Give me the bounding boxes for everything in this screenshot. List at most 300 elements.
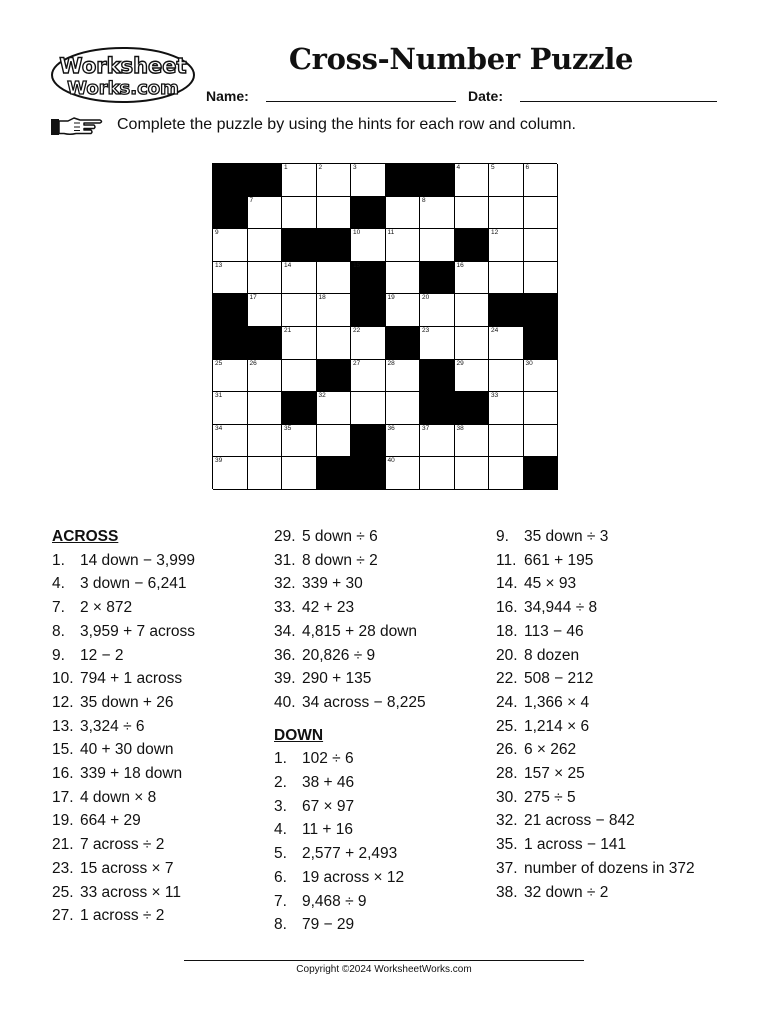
clue: [274, 572, 484, 596]
grid-cell[interactable]: [248, 197, 283, 230]
clue-number: 18.: [496, 622, 518, 640]
grid-cell-black: [213, 294, 248, 327]
grid-cell[interactable]: [282, 360, 317, 393]
clue-text: 12 − 2: [80, 646, 124, 664]
clue-text: 661 + 195: [524, 551, 594, 569]
clue-number: 1.: [52, 551, 65, 569]
grid-cell[interactable]: [317, 197, 352, 230]
grid-cell[interactable]: [213, 262, 248, 295]
date-field[interactable]: [520, 101, 717, 102]
clue: [496, 644, 726, 668]
clue-text: 15 across × 7: [80, 859, 174, 877]
clue: [274, 795, 484, 819]
worksheetworks-logo: [50, 46, 196, 104]
clue-number: 6.: [274, 868, 287, 886]
grid-cell[interactable]: [386, 457, 421, 490]
clue-number: 8.: [274, 916, 287, 934]
clue-text: 1,214 × 6: [524, 717, 590, 735]
grid-cell[interactable]: [420, 197, 455, 230]
grid-cell[interactable]: [317, 164, 352, 197]
clue-number: 37.: [496, 859, 518, 877]
copyright: Copyright ©2024 WorksheetWorks.com: [296, 964, 472, 975]
clue: [52, 715, 262, 739]
grid-cell-black: [351, 262, 386, 295]
clue-text: 38 + 46: [302, 774, 355, 792]
cell-number: 21: [284, 326, 292, 334]
clue-number: 7.: [52, 599, 65, 617]
grid-cell[interactable]: [455, 294, 490, 327]
clue: [52, 572, 262, 596]
grid-cell[interactable]: [282, 294, 317, 327]
name-label: Name:: [206, 88, 249, 104]
clue-number: 23.: [52, 859, 74, 877]
cell-number: 29: [456, 359, 464, 367]
grid-cell[interactable]: [489, 392, 524, 425]
clue-number: 3.: [274, 797, 287, 815]
cell-number: 34: [215, 424, 223, 432]
clue: [274, 747, 484, 771]
cell-number: 33: [491, 392, 499, 400]
grid-cell[interactable]: [317, 262, 352, 295]
grid-cell[interactable]: [351, 229, 386, 262]
clue-text: 1 across ÷ 2: [80, 907, 165, 925]
grid-cell-black: [248, 327, 283, 360]
grid-cell[interactable]: [524, 262, 559, 295]
grid-cell-black: [420, 262, 455, 295]
clue: [52, 786, 262, 810]
cell-number: 20: [422, 294, 430, 302]
cell-number: 13: [215, 261, 223, 269]
grid-cell-black: [386, 164, 421, 197]
clue-text: 275 ÷ 5: [524, 788, 576, 806]
cell-number: 19: [387, 294, 395, 302]
cell-number: 23: [422, 326, 430, 334]
grid-cell-black: [524, 327, 559, 360]
clue-text: 2 × 872: [80, 599, 133, 617]
cell-number: 32: [318, 392, 326, 400]
clue: [274, 596, 484, 620]
clue-number: 10.: [52, 670, 74, 688]
clue: [52, 857, 262, 881]
grid-cell-black: [213, 327, 248, 360]
grid-cell[interactable]: [489, 425, 524, 458]
clue-number: 26.: [496, 741, 518, 759]
grid-cell[interactable]: [386, 425, 421, 458]
clue-number: 17.: [52, 788, 74, 806]
clue-number: 7.: [274, 892, 287, 910]
clue-number: 20.: [496, 646, 518, 664]
clue-number: 38.: [496, 883, 518, 901]
clue: [496, 762, 726, 786]
grid-cell[interactable]: [420, 327, 455, 360]
clue-text: 113 − 46: [524, 622, 584, 640]
clue-text: 794 + 1 across: [80, 670, 183, 688]
grid-cell[interactable]: [213, 392, 248, 425]
logo-line-2: Works.com: [67, 78, 179, 99]
clue-number: 15.: [52, 741, 74, 759]
grid-cell[interactable]: [317, 392, 352, 425]
cell-number: 36: [387, 424, 395, 432]
clue: [496, 833, 726, 857]
clue: [496, 786, 726, 810]
grid-cell-black: [248, 164, 283, 197]
cell-number: 16: [456, 261, 464, 269]
grid-cell[interactable]: [351, 392, 386, 425]
cell-number: 40: [387, 457, 395, 465]
grid-cell[interactable]: [455, 360, 490, 393]
cell-number: 28: [387, 359, 395, 367]
clue-text: 2,577 + 2,493: [302, 845, 398, 863]
clue: [52, 881, 262, 905]
clue-number: 21.: [52, 836, 74, 854]
grid-cell[interactable]: [455, 425, 490, 458]
clue-text: 42 + 23: [302, 599, 355, 617]
grid-cell[interactable]: [248, 360, 283, 393]
clue-number: 4.: [52, 575, 65, 593]
cell-number: 1: [284, 164, 288, 171]
grid-cell[interactable]: [386, 392, 421, 425]
clue: [496, 525, 726, 549]
clue: [274, 771, 484, 795]
grid-cell[interactable]: [489, 197, 524, 230]
grid-cell-black: [351, 197, 386, 230]
grid-cell[interactable]: [455, 164, 490, 197]
clue-number: 2.: [274, 774, 287, 792]
cell-number: 5: [491, 164, 495, 171]
down-heading: DOWN: [274, 726, 324, 744]
grid-cell-black: [317, 457, 352, 490]
cell-number: 12: [491, 229, 499, 237]
grid-cell[interactable]: [455, 457, 490, 490]
cell-number: 37: [422, 424, 430, 432]
clue: [496, 809, 726, 833]
grid-cell[interactable]: [213, 360, 248, 393]
grid-cell-black: [524, 457, 559, 490]
pointing-hand-icon: [50, 116, 104, 138]
grid-cell-black: [282, 392, 317, 425]
cell-number: 26: [249, 359, 257, 367]
clue: [52, 644, 262, 668]
clue-text: 8 down ÷ 2: [302, 551, 378, 569]
grid-cell-black: [420, 360, 455, 393]
grid-cell[interactable]: [489, 262, 524, 295]
cell-number: 7: [249, 196, 254, 204]
clue-text: 6 × 262: [524, 741, 577, 759]
clue: [274, 644, 484, 668]
clue-text: number of dozens in 372: [524, 859, 695, 877]
clue-text: 67 × 97: [302, 797, 355, 815]
clue-text: 32 down ÷ 2: [524, 883, 609, 901]
clue: [496, 596, 726, 620]
clue: [496, 549, 726, 573]
grid-cell-black: [213, 164, 248, 197]
grid-cell-black: [282, 229, 317, 262]
logo-line-1: Worksheet: [59, 54, 187, 78]
clue-number: 35.: [496, 836, 518, 854]
cell-number: 30: [525, 359, 533, 367]
clue-column-1: [52, 525, 262, 928]
grid-cell[interactable]: [317, 425, 352, 458]
clue-number: 32.: [496, 812, 518, 830]
clue-number: 22.: [496, 670, 518, 688]
grid-cell-black: [524, 294, 559, 327]
clue-text: 3,959 + 7 across: [80, 622, 196, 640]
grid-cell[interactable]: [489, 164, 524, 197]
clue-text: 33 across × 11: [80, 883, 181, 901]
clue: [274, 620, 484, 644]
clue-text: 8 dozen: [524, 646, 580, 664]
clue-text: 34,944 ÷ 8: [524, 599, 598, 617]
clue-text: 14 down − 3,999: [80, 551, 196, 569]
cell-number: 17: [249, 294, 257, 302]
grid-cell[interactable]: [282, 425, 317, 458]
cell-number: 10: [353, 229, 361, 237]
grid-cell-black: [351, 457, 386, 490]
grid-cell[interactable]: [351, 327, 386, 360]
clue-number: 14.: [496, 575, 518, 593]
clue-number: 12.: [52, 693, 74, 711]
grid-cell[interactable]: [282, 164, 317, 197]
clue: [274, 866, 484, 890]
cell-number: 14: [284, 261, 292, 269]
clue: [274, 890, 484, 914]
clue-number: 9.: [496, 528, 509, 545]
clue: [496, 738, 726, 762]
grid-cell-black: [317, 360, 352, 393]
grid-cell[interactable]: [351, 360, 386, 393]
cell-number: 31: [215, 392, 223, 400]
grid-cell[interactable]: [489, 457, 524, 490]
grid-cell-black: [420, 392, 455, 425]
clue-text: 664 + 29: [80, 812, 141, 830]
grid-cell[interactable]: [282, 262, 317, 295]
clue: [496, 572, 726, 596]
cell-number: 6: [525, 164, 530, 171]
grid-cell[interactable]: [213, 229, 248, 262]
clue: [52, 691, 262, 715]
grid-cell[interactable]: [386, 360, 421, 393]
clue-number: 16.: [52, 765, 74, 783]
grid-cell[interactable]: [489, 327, 524, 360]
clue: [52, 833, 262, 857]
clue: [496, 881, 726, 905]
clue: [274, 842, 484, 866]
clue: [496, 715, 726, 739]
grid-cell[interactable]: [282, 457, 317, 490]
clue-text: 157 × 25: [524, 765, 585, 783]
instructions: Complete the puzzle by using the hints for each row and column.: [117, 116, 576, 133]
grid-cell-black: [489, 294, 524, 327]
puzzle-grid: [212, 163, 557, 489]
grid-cell[interactable]: [248, 262, 283, 295]
grid-cell[interactable]: [351, 164, 386, 197]
clue-text: 35 down ÷ 3: [524, 528, 609, 545]
clue-number: 30.: [496, 788, 518, 806]
clue-number: 28.: [496, 765, 518, 783]
grid-cell-black: [386, 327, 421, 360]
clue-number: 13.: [52, 717, 74, 735]
clue: [52, 620, 262, 644]
clue: [52, 596, 262, 620]
clue-number: 39.: [274, 670, 296, 688]
cell-number: 4: [456, 164, 461, 171]
grid-cell-black: [455, 229, 490, 262]
cell-number: 11: [387, 229, 395, 237]
grid-cell[interactable]: [524, 164, 559, 197]
clue-number: 31.: [274, 551, 296, 569]
clue: [496, 691, 726, 715]
grid-cell[interactable]: [524, 425, 559, 458]
grid-cell[interactable]: [455, 197, 490, 230]
grid-cell-black: [455, 392, 490, 425]
clue-number: 27.: [52, 907, 74, 925]
clue-number: 5.: [274, 845, 287, 863]
clue: [274, 525, 484, 549]
cell-number: 15: [353, 261, 361, 269]
clue-number: 29.: [274, 528, 296, 545]
clue-number: 9.: [52, 646, 65, 664]
grid-cell[interactable]: [282, 327, 317, 360]
grid-cell[interactable]: [524, 229, 559, 262]
clue-text: 4,815 + 28 down: [302, 622, 418, 640]
clue: [274, 913, 484, 937]
clue: [274, 818, 484, 842]
clue: [52, 762, 262, 786]
grid-cell[interactable]: [248, 294, 283, 327]
cell-number: 22: [353, 326, 361, 334]
grid-cell[interactable]: [420, 457, 455, 490]
grid-cell[interactable]: [455, 262, 490, 295]
clue: [496, 857, 726, 881]
clue-text: 21 across − 842: [524, 812, 635, 830]
footer-divider: [184, 960, 584, 961]
clue-text: 508 − 212: [524, 670, 594, 688]
across-heading: ACROSS: [52, 528, 119, 545]
grid-cell[interactable]: [248, 392, 283, 425]
grid-cell[interactable]: [213, 457, 248, 490]
grid-cell[interactable]: [420, 294, 455, 327]
clue-text: 11 + 16: [302, 821, 353, 839]
page-title: Cross-Number Puzzle: [288, 42, 634, 76]
clue-number: 25.: [52, 883, 74, 901]
grid-cell[interactable]: [386, 229, 421, 262]
clue-text: 7 across ÷ 2: [80, 836, 165, 854]
clue-number: 25.: [496, 717, 518, 735]
clue: [496, 620, 726, 644]
clue-text: 1 across − 141: [524, 836, 627, 854]
grid-cell-black: [420, 164, 455, 197]
clue-text: 19 across × 12: [302, 868, 405, 886]
clue: [52, 904, 262, 928]
grid-cell[interactable]: [524, 197, 559, 230]
name-field[interactable]: [266, 101, 456, 102]
grid-cell-black: [317, 229, 352, 262]
cell-number: 9: [215, 229, 219, 237]
cell-number: 3: [353, 164, 357, 171]
grid-cell[interactable]: [213, 425, 248, 458]
grid-cell[interactable]: [489, 360, 524, 393]
cell-number: 27: [353, 359, 361, 367]
cell-number: 35: [284, 424, 292, 432]
clue-number: 4.: [274, 821, 287, 839]
grid-cell[interactable]: [248, 457, 283, 490]
grid-cell[interactable]: [282, 197, 317, 230]
clue-text: 102 ÷ 6: [302, 750, 354, 768]
clue: [52, 667, 262, 691]
clue: [52, 549, 262, 573]
clue-text: 20,826 ÷ 9: [302, 646, 376, 664]
clue: [496, 667, 726, 691]
grid-cell-black: [351, 294, 386, 327]
clue-text: 40 + 30 down: [80, 741, 174, 759]
clue-text: 9,468 ÷ 9: [302, 892, 367, 910]
clue-text: 4 down × 8: [80, 788, 157, 806]
grid-cell-black: [351, 425, 386, 458]
cell-number: 2: [318, 164, 323, 171]
grid-cell[interactable]: [317, 327, 352, 360]
date-label: Date:: [468, 88, 504, 104]
clue-text: 34 across − 8,225: [302, 693, 426, 711]
clue-text: 339 + 30: [302, 575, 363, 593]
clue-text: 79 − 29: [302, 916, 355, 934]
grid-cell[interactable]: [386, 294, 421, 327]
cell-number: 24: [491, 326, 499, 334]
grid-cell-black: [213, 197, 248, 230]
clue: [52, 809, 262, 833]
cell-number: 39: [215, 457, 223, 465]
clue-number: 36.: [274, 646, 296, 664]
clue: [274, 549, 484, 573]
clue-number: 1.: [274, 750, 287, 768]
clue-number: 19.: [52, 812, 74, 830]
clue-text: 3 down − 6,241: [80, 575, 187, 593]
clue-text: 1,366 × 4: [524, 693, 590, 711]
clue-number: 11.: [496, 551, 517, 569]
clue-column-2: [274, 525, 484, 937]
clue-number: 24.: [496, 693, 518, 711]
grid-cell[interactable]: [248, 425, 283, 458]
clue: [274, 667, 484, 691]
clue-text: 5 down ÷ 6: [302, 528, 378, 545]
clue-column-3: [496, 525, 726, 904]
cell-number: 8: [422, 196, 426, 204]
clue-text: 290 + 135: [302, 670, 372, 688]
grid-cell[interactable]: [317, 294, 352, 327]
grid-cell[interactable]: [455, 327, 490, 360]
grid-cell[interactable]: [420, 229, 455, 262]
clue-number: 8.: [52, 622, 65, 640]
clue-number: 40.: [274, 693, 296, 711]
grid-cell[interactable]: [386, 197, 421, 230]
grid-cell[interactable]: [420, 425, 455, 458]
grid-cell[interactable]: [489, 229, 524, 262]
cell-number: 38: [456, 424, 464, 432]
cell-number: 25: [215, 359, 223, 367]
grid-cell[interactable]: [524, 392, 559, 425]
clue: [274, 691, 484, 715]
clue-text: 45 × 93: [524, 575, 577, 593]
clue-number: 33.: [274, 599, 296, 617]
clue: [52, 738, 262, 762]
cell-number: 18: [318, 294, 326, 302]
grid-cell[interactable]: [248, 229, 283, 262]
clue-number: 16.: [496, 599, 518, 617]
clue-number: 32.: [274, 575, 296, 593]
clue-text: 339 + 18 down: [80, 765, 183, 783]
grid-cell[interactable]: [386, 262, 421, 295]
grid-cell[interactable]: [524, 360, 559, 393]
clue-number: 34.: [274, 622, 296, 640]
